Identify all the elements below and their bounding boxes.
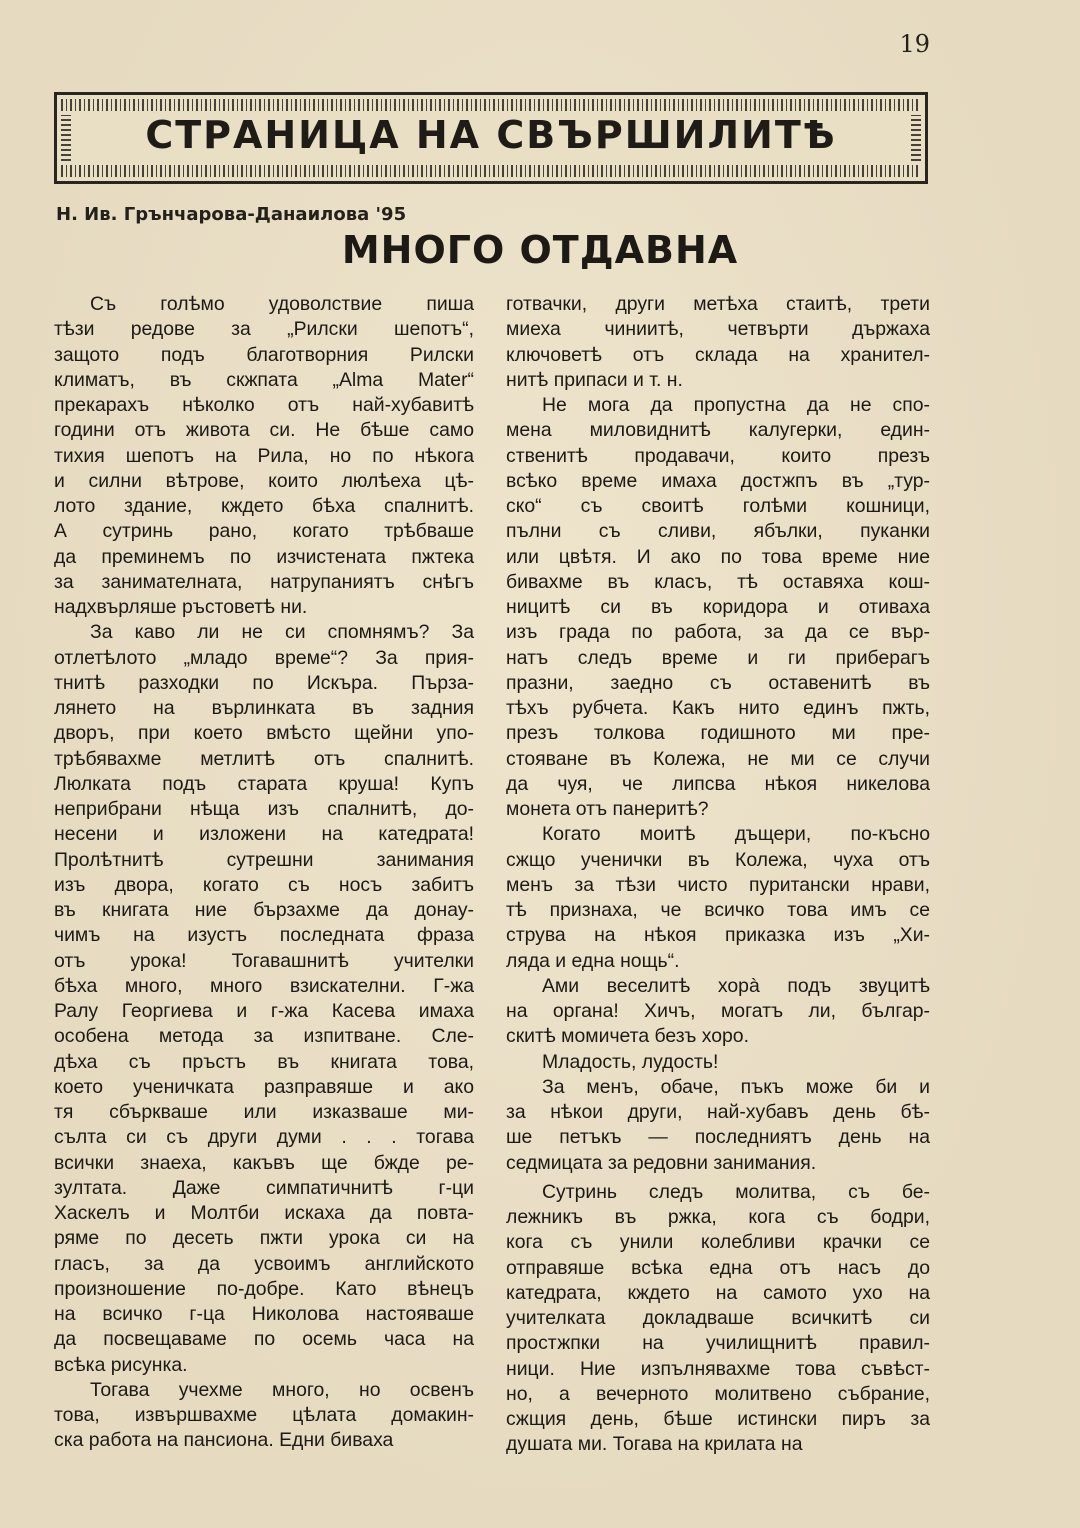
text-line: тнитѣ разходки по Искъра. Пързa- xyxy=(54,671,474,694)
text-line: прекарахъ нѣколко отъ най-хубавитѣ xyxy=(54,394,474,416)
text-line: презъ толкова годишното ми пре- xyxy=(506,722,930,745)
text-line: нитѣ припаси и т. н. xyxy=(506,368,683,391)
text-line: ска работа на пансиона. Едни биваха xyxy=(54,1429,394,1452)
text-line: Съ голѣмо удоволствие пиша xyxy=(90,293,474,315)
text-line: но, а вечерното молитвено събрание, xyxy=(506,1382,930,1405)
text-line: тя сбъркваше или изказваше ми- xyxy=(54,1101,474,1123)
text-line: особена метода за изпитване. Сле- xyxy=(54,1025,474,1048)
text-line: седмицата за редовни занимания. xyxy=(506,1151,817,1174)
text-line: трѣбявахме метлитѣ отъ спалнитѣ. xyxy=(54,747,474,770)
text-line: на всичко г-ца Николова настояваше xyxy=(54,1303,474,1325)
text-line: Пролѣтнитѣ сутрешни занимания xyxy=(54,848,474,871)
article-title: МНОГО ОТДАВНА xyxy=(341,228,739,272)
text-column-right xyxy=(506,292,930,1458)
text-line: простжпки на училищнитѣ правил- xyxy=(506,1332,930,1355)
text-line: миеха чиниитѣ, четвърти държаха xyxy=(506,318,930,341)
text-line: ряме по десеть пжти урока си на xyxy=(54,1227,474,1250)
text-line: менъ за тѣзи чисто пуритански нрави, xyxy=(506,873,930,896)
text-line: чимъ на изустъ последната фраза xyxy=(54,924,474,947)
text-line: бѣха много, много взискателни. Г-жа xyxy=(54,974,474,997)
text-line: всички знаеха, какъвъ ще бжде ре- xyxy=(54,1151,474,1174)
text-line: което ученичката разправяше и ако xyxy=(54,1075,474,1098)
text-line: въ книгата ние бързахме да донау- xyxy=(54,899,474,921)
text-line: душата ми. Тогава на крилата на xyxy=(506,1433,803,1456)
text-line: лянето на върлинката въ задния xyxy=(54,697,474,719)
text-line: Ралу Георгиева и г-жа Касева имаха xyxy=(54,1000,474,1022)
text-line: кога съ унили колебливи крачки се xyxy=(506,1231,930,1254)
text-line: стояване въ Колежа, не ми се случи xyxy=(506,747,930,770)
text-line: да преминемъ по изчистената пжтека xyxy=(54,545,474,568)
text-line: Когато моитѣ дъщери, по-късно xyxy=(542,823,930,846)
ornament-border-bottom xyxy=(61,165,921,177)
text-line: Сутринь следъ молитва, съ бе- xyxy=(542,1180,930,1203)
text-line: бивахме въ класъ, тѣ оставяха кош- xyxy=(506,570,930,593)
text-line: дѣха съ пръстъ въ книгата това, xyxy=(54,1050,474,1073)
ornament-border-top xyxy=(61,99,921,111)
text-line: учителката докладваше всичкитѣ си xyxy=(506,1307,930,1329)
text-line: климатъ, въ скжпата „Alma Mater“ xyxy=(54,368,474,391)
text-line: отправяше всѣка една отъ насъ до xyxy=(506,1256,930,1279)
text-line: несени и изложени на катедрата! xyxy=(54,823,474,846)
text-line: или цвѣтя. И ако по това време ние xyxy=(506,545,930,568)
text-line: сълта си съ други думи . . . тогава xyxy=(54,1126,474,1149)
text-line: това, извършвахме цѣлата домакин- xyxy=(54,1404,474,1426)
text-line: струва на нѣкоя приказка изъ „Хи- xyxy=(506,924,930,947)
text-line: мена миловиднитѣ калугерки, един- xyxy=(506,419,930,442)
text-line: Ами веселитѣ хорà подъ звуцитѣ xyxy=(542,974,930,997)
text-line: да посвещаваме по осемь часа на xyxy=(54,1328,474,1351)
text-line: готвачки, други метѣха стаитѣ, трети xyxy=(506,293,930,315)
text-line: и силни вѣтрове, които люлѣеха цѣ- xyxy=(54,469,474,492)
text-line: ници. Ние изпълнявахме това съвѣст- xyxy=(506,1357,930,1380)
text-line: лото здание, кждето бѣха спалнитѣ. xyxy=(54,495,474,517)
text-line: Младость, лудость! xyxy=(542,1050,719,1073)
text-line: зултата. Даже симпатичнитѣ г-ци xyxy=(54,1176,474,1199)
text-line: монета отъ панеритѣ? xyxy=(506,798,709,820)
text-line: Не мога да пропустна да не спо- xyxy=(542,394,930,416)
text-line: тѣ признаха, че всичко това имъ се xyxy=(506,899,930,921)
article-author: Н. Ив. Грънчарова-Данаилова '95 xyxy=(56,204,407,225)
section-title: СТРАНИЦА НА СВЪРШИЛИТѢ xyxy=(145,113,837,157)
text-line: тѣзи редове за „Рилски шепотъ“, xyxy=(54,318,474,341)
text-line: натъ следъ време и ги приберагъ xyxy=(506,646,930,669)
section-header-frame xyxy=(54,92,928,184)
text-line: Люлката подъ старата круша! Купъ xyxy=(54,772,474,795)
text-line: надхвърляше ръстоветѣ ни. xyxy=(54,596,308,618)
text-line: за занимателната, натрупаниятъ снѣгъ xyxy=(54,570,474,593)
text-line: защото подъ благотворния Рилски xyxy=(54,343,474,366)
text-line: За каво ли не си спомнямъ? За xyxy=(90,621,474,644)
text-line: лежникъ въ ржка, кога съ бодри, xyxy=(506,1206,930,1228)
text-line: Хаскелъ и Молтби искаха да повта- xyxy=(54,1202,474,1224)
text-line: дворъ, при което вмѣсто щейни упо- xyxy=(54,722,474,745)
text-line: години отъ живота си. Не бѣше само xyxy=(54,419,474,442)
text-line: произношение по-добре. Като вѣнецъ xyxy=(54,1277,474,1300)
text-line: ше петъкъ — последниятъ день на xyxy=(506,1126,930,1149)
text-line: тѣхъ рубчета. Какъ нито единъ пжть, xyxy=(506,697,930,719)
text-line: ственитѣ продавачи, които презъ xyxy=(506,444,930,467)
text-line: ключоветѣ отъ склада на хранител- xyxy=(506,343,930,366)
text-line: гласъ, за да усвоимъ английското xyxy=(54,1252,474,1275)
text-line: А сутринь рано, когато трѣбваше xyxy=(54,520,474,543)
text-line: неприбрани нѣща изъ спалнитѣ, до- xyxy=(54,798,474,820)
text-line: ляда и една нощь“. xyxy=(506,949,680,972)
text-line: всѣка рисунка. xyxy=(54,1353,188,1376)
text-line: катедрата, кждето на самото ухо на xyxy=(506,1281,930,1304)
text-line: отъ урока! Тогавашнитѣ учителки xyxy=(54,949,474,972)
text-line: за нѣкои други, най-хубавъ день бѣ- xyxy=(506,1101,930,1123)
text-line: да чуя, че липсва нѣкоя никелова xyxy=(506,772,930,795)
text-line: отлетѣлото „младо време“? За прия- xyxy=(54,646,474,669)
text-line: За менъ, обаче, пъкъ може би и xyxy=(542,1075,930,1098)
text-line: ско“ съ своитѣ голѣми кошници, xyxy=(506,495,930,517)
text-line: празни, заедно съ оставенитѣ въ xyxy=(506,671,930,694)
text-column-left xyxy=(54,292,474,1454)
text-line: скитѣ момичета безъ хоро. xyxy=(506,1025,749,1048)
text-line: изъ двора, когато съ носъ забитъ xyxy=(54,873,474,896)
text-line: всѣко време имаха достжпъ въ „тур- xyxy=(506,469,930,492)
text-line: пълни съ сливи, ябълки, пуканки xyxy=(506,520,930,543)
text-line: тихия шепотъ на Рила, но по нѣкога xyxy=(54,444,474,467)
text-line: на органа! Хичъ, могатъ ли, българ- xyxy=(506,1000,930,1022)
page-number: 19 xyxy=(899,30,930,58)
text-line: ницитѣ си въ коридора и отиваха xyxy=(506,596,930,618)
text-line: Тогава учехме много, но освенъ xyxy=(90,1378,474,1401)
text-line: сжщо ученички въ Колежа, чуха отъ xyxy=(506,848,930,871)
text-line: сжщия день, бѣше истински пиръ за xyxy=(506,1408,930,1430)
text-line: изъ града по работа, за да се вър- xyxy=(506,621,930,644)
